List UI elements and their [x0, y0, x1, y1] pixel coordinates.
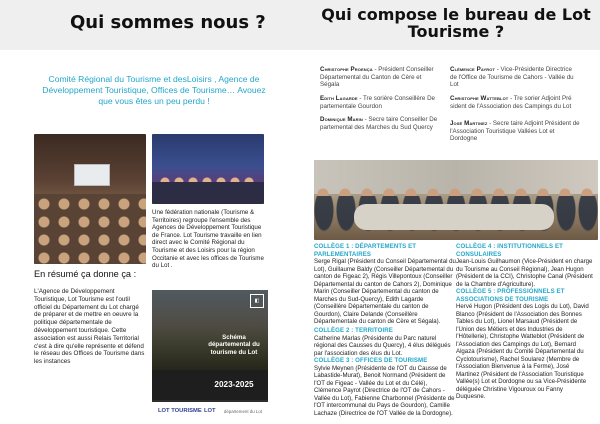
member-card	[450, 120, 580, 143]
college-heading: COLLÈGE 2 : TERRITOIRE	[314, 327, 393, 334]
member-card	[450, 95, 580, 110]
college-heading: COLLÈGE 4 : INSTITUTIONNELS ET CONSULAIRES	[456, 243, 563, 258]
summary-text: L'Agence de Développement Touristique, Lot Tourisme est l'outil officiel du Département du Lot chargé de préparer et de mettre en oeuvre la politique départementale de développement touristique. Cette association est aussi Relais Territorial c'est à dire qu'elle représente et défend le réseau des Offices de Tourisme dans les instances	[34, 288, 145, 366]
college-2	[314, 327, 456, 357]
member-card	[320, 66, 436, 89]
lot-badge-icon: ◧	[250, 294, 264, 308]
college-text: Sylvie Meynen (Présidente de l'OT du Causse de Labastide-Murat), Benoit Normand (Président de l'OT de Figeac - Vallée du Lot et du Célé), Clémence Payrot (Directrice de l'OT de Cahors - Vallée du Lot), Fabienne Charbonnel (Présidente de l'OT intercommunal du Pays de Gourdon), Camille Lachaze (Directrice de l'OT Vallée de la Dordogne).	[314, 364, 455, 417]
member-name: Clémence Payrot	[450, 66, 496, 73]
college-5	[456, 288, 594, 401]
member-card	[450, 66, 580, 89]
lot-tourisme-logo: LOT TOURISME	[158, 408, 202, 414]
panel-photo	[152, 134, 264, 204]
lot-logo: LOT	[204, 408, 216, 414]
cover-title: Schéma départemental du tourisme du Lot	[208, 334, 260, 356]
page-title-right: Qui compose le bureau de Lot Tourisme ?	[321, 5, 591, 41]
intro-text: Comité Régional du Tourisme et desLoisirs , Agence de Développement Touristique, Offices de Tourisme… Avouez que vous êtes un peu perdu !	[42, 74, 266, 106]
college-1	[314, 243, 456, 326]
member-role: - Tre sorier Adjoint Pré sident de l'Association des Campings du Lot	[450, 95, 572, 110]
member-name: Dominique Marin	[320, 116, 363, 123]
college-text: Hervé Hugon (Président des Logis du Lot), David Blanco (Président de l'Association des Bonnes Tables du Lot), Lionel Marsaud (Président de l'Union des Métiers et des Industries de l'Hôtellerie), Christophe Watteblot (Président de l'Association des Campings du Lot), Bernard Algaza (Président du Comité Départemental du Cyclotourisme), Rachel Soularez (Membre de l'Association Bienvenue à la Ferme), José Martinez (Président de l'Association Touristique Vallée(s) Lot et Dordogne ou sa Vice-Présidente déléguée Christine Vigouroux ou Fanny Duquesne.	[456, 303, 589, 400]
summary-heading: En résumé ça donne ça :	[34, 269, 137, 279]
page-title-left: Qui sommes nous ?	[70, 12, 266, 33]
college-heading: COLLÈGE 5 : PROFESSIONNELS ET ASSOCIATIONS DE TOURISME	[456, 288, 565, 303]
college-text: Serge Rigal (Président du Conseil Départemental du Lot), Guillaume Baldy (Conseiller Départemental du canton de Figeac 2), Régis Villepontoux (Conseiller Départemental du canton de Cahors 2), Dominique Marin (Conseiller Départemental du canton de Marches du Sud-Quercy), Edith Lagarde (Conseillère Départementale du canton de Gourdon), Claire Delande (Conseillère Départementale du canton de Cère et Ségala).	[314, 258, 456, 325]
projector-screen	[74, 164, 110, 186]
member-role: - Secre taire Conseiller De partemental des Marches du Sud Quercy	[320, 116, 438, 131]
cover-footer: département du Lot	[223, 409, 262, 414]
college-heading: COLLÈGE 3 : OFFICES DE TOURISME	[314, 357, 428, 364]
member-name: José Martinez	[450, 120, 488, 127]
college-heading: COLLÈGE 1 : DÉPARTEMENTS ET PARLEMENTAIRES	[314, 243, 417, 258]
college-4	[456, 243, 594, 288]
member-role: - Secre taire Adjoint Président de l'Association Touristique Vallées Lot et Dordogne	[450, 120, 580, 143]
college-text: Jean-Louis Guilhaumon (Vice-Président en charge du Tourisme au Conseil Régional), Jean Hugon (Président de la CCI), Christophe Canal (Président de la Chambre d'Agriculture).	[456, 258, 593, 288]
conference-photo	[34, 134, 146, 264]
college-3	[314, 357, 456, 417]
member-role: - Vice-Présidente Directrice de l'Office de Tourisme de Cahors - Vallée du Lot	[450, 66, 574, 89]
member-name: Edith Lagarde	[320, 95, 358, 102]
member-role: - Tre sorière Conseillère De partementale Gourdon	[320, 95, 435, 110]
member-name: Christophe Proença	[320, 66, 373, 73]
member-card	[320, 95, 436, 110]
member-card	[320, 116, 440, 131]
cover-years: 2023-2025	[214, 380, 254, 389]
member-name: Christophe Watteblot	[450, 95, 509, 102]
college-text: Catherine Marlas (Présidente du Parc naturel régional des Causses du Quercy), 4 élus délégués par l'association des élus du Lot.	[314, 334, 451, 357]
federation-text: Une fédération nationale (Tourisme & Territoires) regroupe l'ensemble des Agences de Développement Touristique de France. Lot Tourisme travaille en lien direct avec le Comité Régional du Tourisme et des Loisirs pour la région Occitanie et avec les offices de Tourisme du Lot .	[152, 209, 264, 270]
bureau-meeting-photo	[314, 160, 598, 240]
tourism-plan-cover	[152, 290, 268, 418]
member-role: - Président Conseiller Départemental du Canton de Cère et Ségala	[320, 66, 434, 89]
